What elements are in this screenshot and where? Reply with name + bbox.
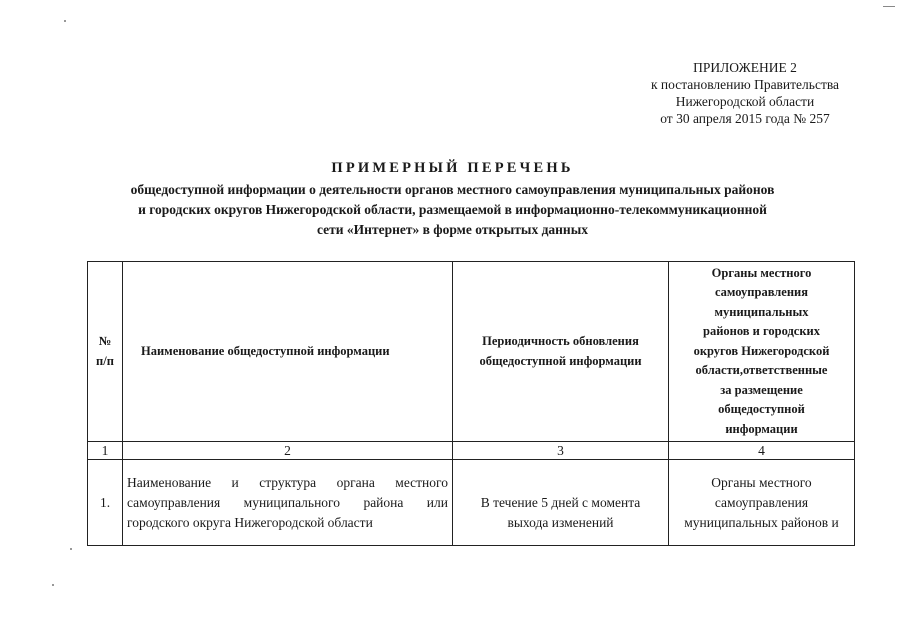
subtitle-line: и городских округов Нижегородской области, размещаемой в информационно-телекоммуникационной (138, 202, 767, 217)
row-organs: Органы местного самоуправления муниципальных районов и (669, 460, 855, 546)
header-name: Наименование общедоступной информации (123, 262, 453, 442)
table-row (88, 460, 855, 546)
subtitle-line: общедоступной информации о деятельности органов местного самоуправления муниципальных районов (130, 182, 775, 197)
table-header-row (88, 262, 855, 442)
scan-speck (70, 548, 72, 550)
column-number: 3 (453, 442, 669, 460)
row-period: В течение 5 дней с момента выхода изменений (453, 460, 669, 546)
header-period: Периодичность обновления общедоступной информации (453, 262, 669, 442)
column-number: 4 (669, 442, 855, 460)
information-list-table (87, 261, 855, 546)
appendix-label: ПРИЛОЖЕНИЕ 2 (693, 60, 797, 75)
subtitle-line: сети «Интернет» в форме открытых данных (317, 222, 588, 237)
row-name: Наименование и структура органа местного самоуправления муниципального района или городского округа Нижегородской области (123, 460, 453, 546)
scan-speck (52, 584, 54, 586)
scan-speck (64, 20, 66, 22)
column-number-row (88, 442, 855, 460)
header-organs: Органы местного самоуправления муниципальных районов и городских округов Нижегородской области,ответственные за размещение общедоступной информации (669, 262, 855, 442)
document-heading (0, 159, 905, 240)
column-number: 1 (88, 442, 123, 460)
appendix-decree: к постановлению Правительства (650, 77, 840, 92)
appendix-block (610, 59, 880, 127)
document-title: ПРИМЕРНЫЙ ПЕРЕЧЕНЬ (331, 160, 574, 176)
row-number: 1. (88, 460, 123, 546)
header-num: № п/п (88, 262, 123, 442)
appendix-region: Нижегородской области (675, 94, 815, 109)
appendix-date: от 30 апреля 2015 года № 257 (660, 111, 830, 126)
column-number: 2 (123, 442, 453, 460)
scan-corner-mark (883, 6, 895, 7)
